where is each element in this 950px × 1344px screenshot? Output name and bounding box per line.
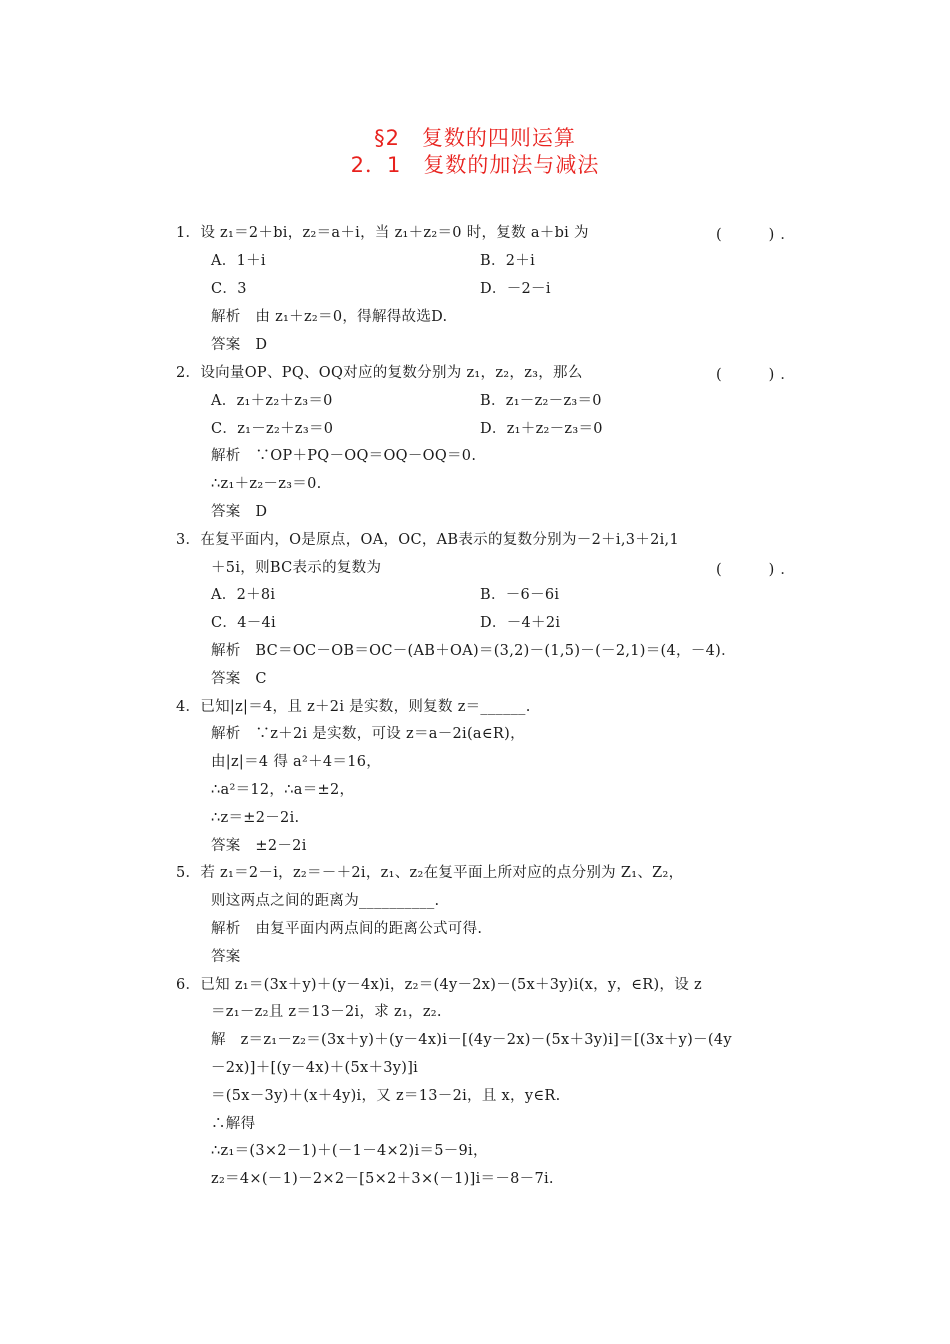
q6-solution-6: z₂＝4×(－1)－2×2－[5×2＋3×(－1)]i＝－8－7i. [211, 1171, 554, 1187]
q3-option-a: A．2＋8i [211, 587, 276, 603]
q2-analysis: 解析 ∵OP＋PQ－OQ＝OQ－OQ＝0. [211, 448, 477, 464]
subsection-title: 2．1 复数的加法与减法 [350, 153, 600, 177]
q3-analysis: 解析 BC＝OC－OB＝OC－(AB＋OA)＝(3,2)－(1,5)－(－2,1)＝(4，－4)． [211, 643, 736, 659]
q3-option-c: C．4－4i [211, 615, 276, 631]
q4-analysis-2: 由|z|＝4 得 a²＋4＝16， [211, 754, 382, 770]
q1-option-b: B．2＋i [480, 253, 536, 269]
q4-analysis-3: ∴a²＝12，∴a＝±2， [211, 782, 355, 798]
q5-analysis: 解析 由复平面内两点间的距离公式可得. [211, 921, 483, 937]
q2-stem: 2．设向量OP、PQ、OQ对应的复数分别为 z₁，z₂，z₃，那么 [176, 365, 583, 381]
q2-answer: 答案 D [211, 504, 268, 520]
q3-paren: ( )． [716, 562, 801, 578]
q4-analysis-1: 解析 ∵z＋2i 是实数，可设 z＝a－2i(a∈R)， [211, 726, 525, 742]
section-title: §2 复数的四则运算 [374, 126, 576, 150]
q3-option-b: B．－6－6i [480, 587, 560, 603]
q2-analysis-2: ∴z₁＋z₂－z₃＝0. [211, 476, 322, 492]
q1-paren: ( )． [716, 227, 801, 243]
q2-option-d: D．z₁＋z₂－z₃＝0 [480, 421, 603, 437]
q4-stem: 4．已知|z|＝4，且 z＋2i 是实数，则复数 z＝______. [176, 699, 531, 715]
q2-option-a: A．z₁＋z₂＋z₃＝0 [211, 393, 333, 409]
q5-stem-2: 则这两点之间的距离为__________. [211, 893, 440, 909]
q5-stem: 5．若 z₁＝2－i，z₂＝－＋2i，z₁、z₂在复平面上所对应的点分别为 Z₁、Z₂， [176, 865, 684, 881]
q1-answer: 答案 D [211, 337, 268, 353]
q6-solution-4: ∴解得 [211, 1116, 256, 1132]
q5-answer: 答案 [211, 949, 241, 965]
q3-stem: 3．在复平面内，O是原点，OA，OC，AB表示的复数分别为－2＋i,3＋2i,1 [176, 532, 679, 548]
q1-option-a: A．1＋i [211, 253, 266, 269]
q6-solution-5: ∴z₁＝(3×2－1)＋(－1－4×2)i＝5－9i， [211, 1143, 488, 1159]
q6-solution-1: 解 z＝z₁－z₂＝(3x＋y)＋(y－4x)i－[(4y－2x)－(5x＋3y)i]＝[(3x＋y)－(4y [211, 1032, 732, 1048]
q2-paren: ( )． [716, 367, 801, 383]
q1-option-c: C．3 [211, 281, 247, 297]
q2-option-b: B．z₁－z₂－z₃＝0 [480, 393, 602, 409]
q4-answer: 答案 ±2－2i [211, 838, 307, 854]
q3-answer: 答案 C [211, 671, 267, 687]
q6-stem: 6．已知 z₁＝(3x＋y)＋(y－4x)i，z₂＝(4y－2x)－(5x＋3y)i(x，y，∈R)，设 z [176, 977, 702, 993]
q3-stem-2: ＋5i，则BC表示的复数为 [211, 560, 382, 576]
q6-solution-2: －2x)]＋[(y－4x)＋(5x＋3y)]i [211, 1060, 419, 1076]
q2-option-c: C．z₁－z₂＋z₃＝0 [211, 421, 334, 437]
q1-analysis: 解析 由 z₁＋z₂＝0，得解得故选D. [211, 309, 448, 325]
q1-stem: 1．设 z₁＝2＋bi，z₂＝a＋i，当 z₁＋z₂＝0 时，复数 a＋bi 为 [176, 225, 589, 241]
q4-analysis-4: ∴z＝±2－2i. [211, 810, 300, 826]
q6-solution-3: ＝(5x－3y)＋(x＋4y)i，又 z＝13－2i，且 x，y∈R. [211, 1088, 561, 1104]
q6-stem-2: ＝z₁－z₂且 z＝13－2i，求 z₁，z₂. [211, 1004, 442, 1020]
q1-option-d: D．－2－i [480, 281, 551, 297]
q3-option-d: D．－4＋2i [480, 615, 561, 631]
